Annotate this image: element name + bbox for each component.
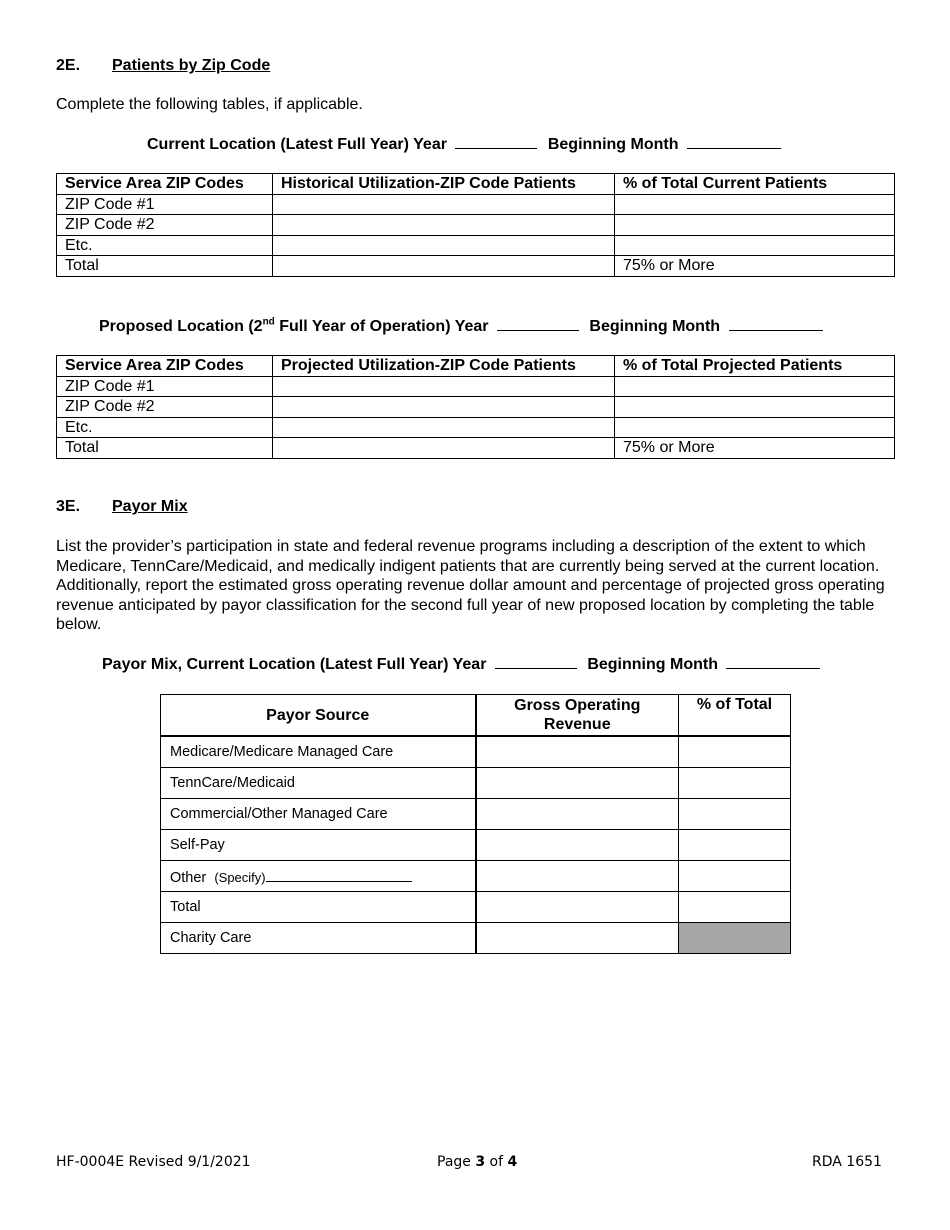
section-2e-number: 2E. — [56, 57, 81, 74]
table-header-cell: Service Area ZIP Codes — [57, 174, 273, 195]
page-total: 4 — [507, 1154, 518, 1170]
other-label: Other — [170, 869, 207, 886]
payor-source-cell: TennCare/Medicaid — [161, 768, 476, 799]
table-header-cell: % of Total Current Patients — [615, 174, 895, 195]
revenue-cell[interactable] — [476, 736, 679, 768]
zip-label-cell: ZIP Code #1 — [57, 376, 273, 397]
proposed-month-label: Beginning Month — [589, 318, 721, 335]
utilization-cell[interactable] — [273, 417, 615, 438]
section-3e-paragraph: List the provider’s participation in state and federal revenue programs including a description of the extent to which Medicare, TennCare/Medicaid, and medically indigent patients that are currently being served at the current location. Additionally, report the estimated gross operating revenue dollar amount and percentage of projected gross operating revenue anticipated by payor classification for the second full year of new proposed location by completing the table below. — [56, 538, 885, 634]
table-header-row — [57, 356, 895, 377]
table-row — [161, 923, 791, 954]
zip-label-cell: ZIP Code #2 — [57, 215, 273, 236]
page-prefix: Page — [437, 1154, 476, 1170]
utilization-cell[interactable] — [273, 235, 615, 256]
revenue-cell[interactable] — [476, 830, 679, 861]
payor-source-cell: Charity Care — [161, 923, 476, 954]
revenue-cell[interactable] — [476, 923, 679, 954]
table-row — [57, 417, 895, 438]
table-row — [161, 861, 791, 892]
table-header-cell: Projected Utilization-ZIP Code Patients — [273, 356, 615, 377]
specify-blank[interactable] — [266, 867, 412, 882]
utilization-cell[interactable] — [273, 376, 615, 397]
footer-form-id: HF-0004E Revised 9/1/2021 — [56, 1154, 251, 1170]
proposed-heading-label — [99, 318, 489, 335]
table-header-cell: Service Area ZIP Codes — [57, 356, 273, 377]
section-3e-number: 3E. — [56, 498, 81, 515]
payor-month-label: Beginning Month — [587, 656, 718, 673]
current-location-heading — [147, 134, 787, 154]
table-row — [161, 892, 791, 923]
footer-page-number — [437, 1154, 517, 1170]
table-row — [57, 235, 895, 256]
zip-label-cell: Etc. — [57, 417, 273, 438]
revenue-cell[interactable] — [476, 892, 679, 923]
payor-mix-table — [160, 694, 791, 954]
table-row — [57, 215, 895, 236]
revenue-cell[interactable] — [476, 799, 679, 830]
table-header-cell: % of Total — [679, 695, 791, 737]
table-header-cell: % of Total Projected Patients — [615, 356, 895, 377]
payor-source-cell: Commercial/Other Managed Care — [161, 799, 476, 830]
page-of: of — [485, 1154, 508, 1170]
shaded-percent-cell — [679, 923, 791, 954]
section-2e-intro: Complete the following tables, if applicable. — [56, 96, 363, 113]
utilization-cell[interactable] — [273, 397, 615, 418]
table-header-cell: Gross Operating Revenue — [476, 695, 679, 737]
utilization-cell[interactable] — [273, 194, 615, 215]
percent-cell[interactable] — [615, 376, 895, 397]
current-month-blank[interactable] — [687, 134, 781, 149]
table-row — [161, 799, 791, 830]
percent-cell[interactable] — [615, 235, 895, 256]
payor-mix-heading — [102, 654, 826, 674]
table-row — [57, 397, 895, 418]
proposed-heading-sup: nd — [262, 316, 275, 328]
table-row — [57, 194, 895, 215]
payor-heading-label: Payor Mix, Current Location (Latest Full Year) Year — [102, 656, 487, 673]
payor-source-cell: Self-Pay — [161, 830, 476, 861]
section-3e-title: Payor Mix — [112, 498, 188, 515]
percent-cell[interactable] — [615, 397, 895, 418]
table-row — [161, 830, 791, 861]
zip-label-cell: ZIP Code #2 — [57, 397, 273, 418]
zip-label-cell: Total — [57, 438, 273, 459]
table-header-cell: Historical Utilization-ZIP Code Patients — [273, 174, 615, 195]
current-month-label: Beginning Month — [547, 136, 679, 153]
table-row — [57, 256, 895, 277]
table-row — [161, 768, 791, 799]
specify-label: (Specify) — [214, 869, 266, 885]
payor-year-blank[interactable] — [495, 654, 577, 669]
proposed-zip-table — [56, 355, 895, 459]
proposed-year-blank[interactable] — [497, 316, 579, 331]
zip-label-cell: ZIP Code #1 — [57, 194, 273, 215]
percent-cell[interactable] — [679, 861, 791, 892]
percent-cell: 75% or More — [615, 438, 895, 459]
table-header-cell: Payor Source — [161, 695, 476, 737]
revenue-cell[interactable] — [476, 861, 679, 892]
table-row — [57, 438, 895, 459]
utilization-cell[interactable] — [273, 215, 615, 236]
percent-cell[interactable] — [615, 215, 895, 236]
percent-cell[interactable] — [679, 892, 791, 923]
table-header-row — [161, 695, 791, 737]
current-year-blank[interactable] — [455, 134, 537, 149]
payor-source-cell: Medicare/Medicare Managed Care — [161, 736, 476, 768]
current-heading-label: Current Location (Latest Full Year) Year — [147, 136, 447, 153]
percent-cell[interactable] — [679, 768, 791, 799]
proposed-heading-pre: Proposed Location (2 — [99, 318, 263, 335]
payor-source-cell — [161, 861, 476, 892]
percent-cell[interactable] — [679, 799, 791, 830]
percent-cell: 75% or More — [615, 256, 895, 277]
percent-cell[interactable] — [679, 736, 791, 768]
current-zip-table — [56, 173, 895, 277]
table-row — [161, 736, 791, 768]
table-row — [57, 376, 895, 397]
zip-label-cell: Etc. — [57, 235, 273, 256]
utilization-cell[interactable] — [273, 256, 615, 277]
zip-label-cell: Total — [57, 256, 273, 277]
proposed-heading-post: Full Year of Operation) Year — [274, 318, 489, 335]
page-num: 3 — [475, 1154, 486, 1170]
proposed-location-heading — [99, 316, 829, 336]
payor-source-cell: Total — [161, 892, 476, 923]
percent-cell[interactable] — [679, 830, 791, 861]
footer-rda: RDA 1651 — [812, 1154, 882, 1170]
proposed-month-blank[interactable] — [729, 316, 823, 331]
section-2e-title: Patients by Zip Code — [112, 57, 271, 74]
percent-cell[interactable] — [615, 417, 895, 438]
payor-month-blank[interactable] — [726, 654, 820, 669]
revenue-cell[interactable] — [476, 768, 679, 799]
utilization-cell[interactable] — [273, 438, 615, 459]
percent-cell[interactable] — [615, 194, 895, 215]
table-header-row — [57, 174, 895, 195]
